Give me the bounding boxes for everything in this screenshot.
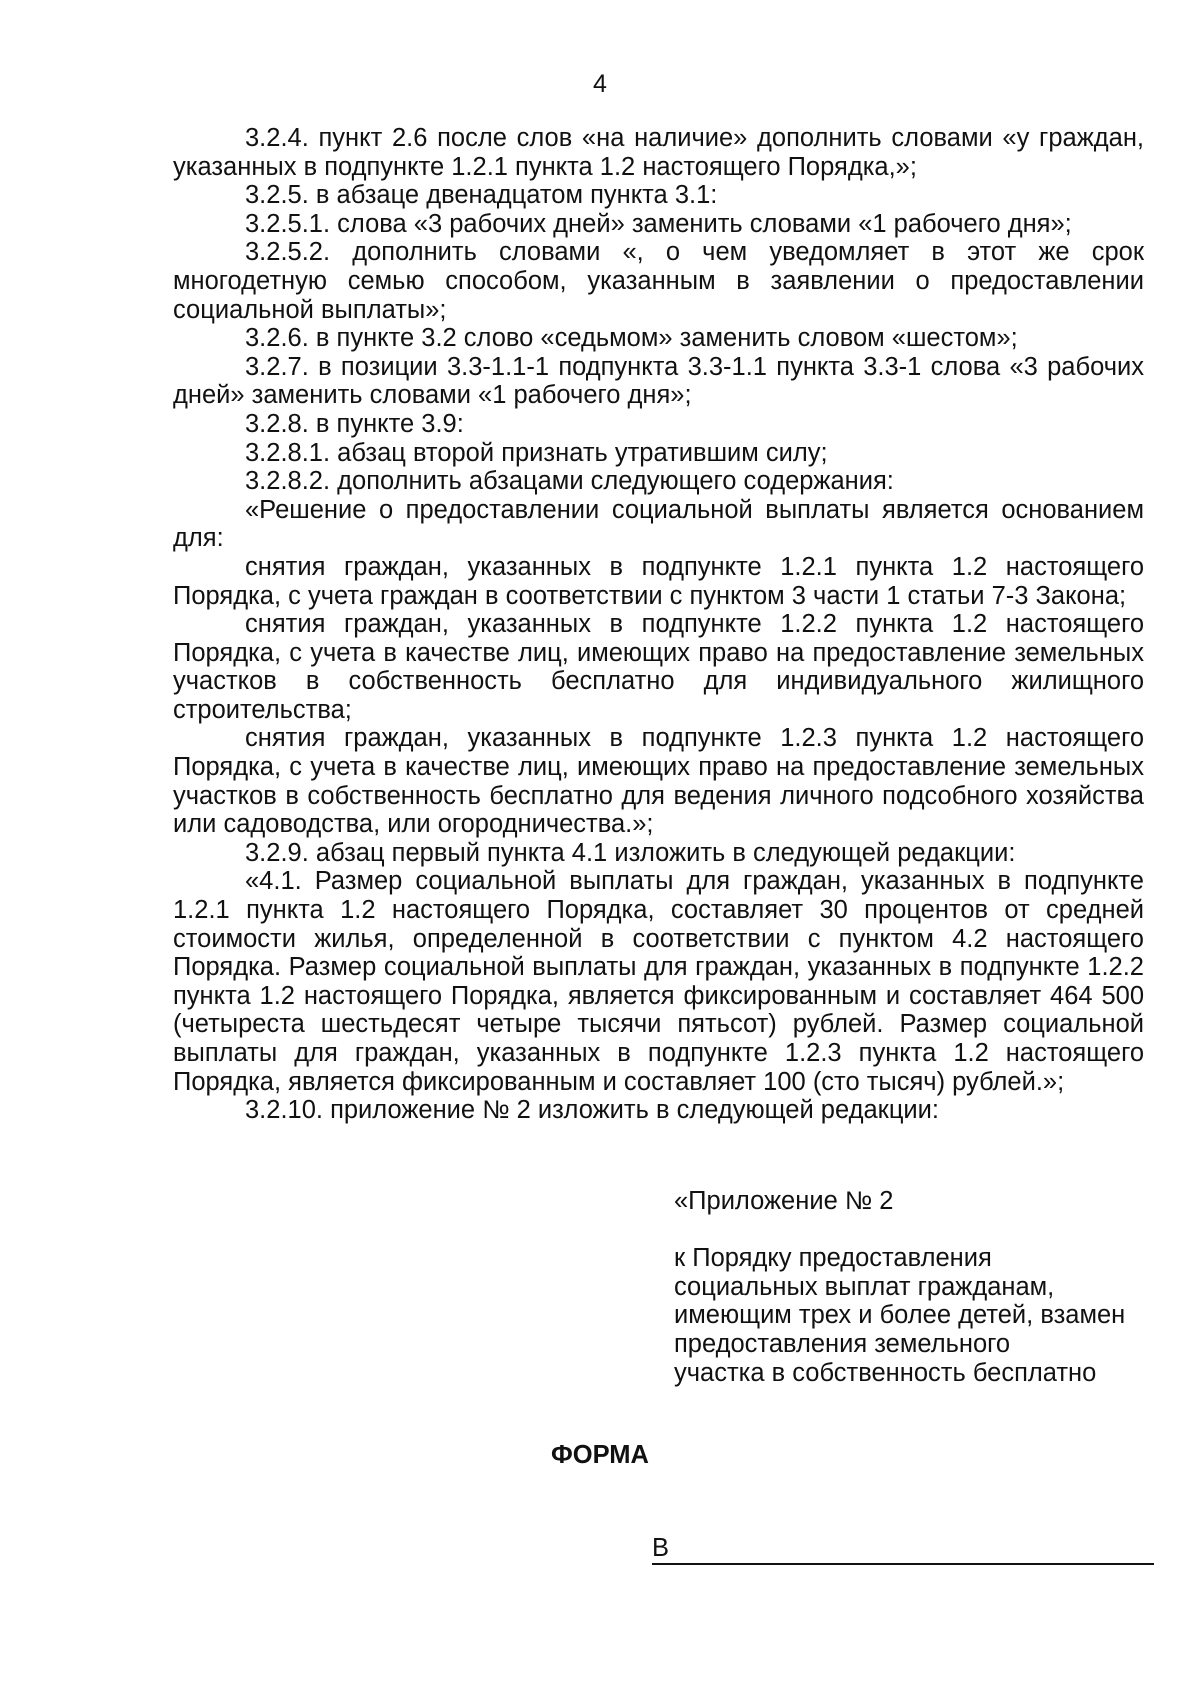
page-number: 4 [593,70,607,98]
paragraph-4-1: «4.1. Размер социальной выплаты для граждан, указанных в подпункте 1.2.1 пункта 1.2 настоящего Порядка, составляет 30 процентов от средней стоимости жилья, определенной в соответствии с пунктом 4.2 настоящего Порядка. Размер социальной выплаты для граждан, указанных в подпункте 1.2.2 пункта 1.2 настоящего Порядка, является фиксированным и составляет 464 500 (четыреста шестьдесят четыре тысячи пятьсот) рублей. Размер социальной выплаты для граждан, указанных в подпункте 1.2.3 пункта 1.2 настоящего Порядка, является фиксированным и составляет 100 (сто тысяч) рублей.»; [173,867,1144,1096]
appendix-line: имеющим трех и более детей, взамен [674,1301,1126,1330]
paragraph-removal-1-2-2: снятия граждан, указанных в подпункте 1.2.2 пункта 1.2 настоящего Порядка, с учета в качестве лиц, имеющих право на предоставление земельных участков в собственность бесплатно для индивидуального жилищного строительства; [173,610,1144,724]
paragraph-3-2-8-1: 3.2.8.1. абзац второй признать утратившим силу; [245,438,828,467]
paragraph-3-2-5-1: 3.2.5.1. слова «3 рабочих дней» заменить словами «1 рабочего дня»; [245,209,1072,238]
appendix-heading [674,1187,1154,1387]
paragraph-3-2-5: 3.2.5. в абзаце двенадцатом пункта 3.1: [245,181,718,210]
paragraph-removal-1-2-3: снятия граждан, указанных в подпункте 1.2.3 пункта 1.2 настоящего Порядка, с учета в качестве лиц, имеющих право на предоставление земельных участков в собственность бесплатно для ведения личного подсобного хозяйства или садоводства, или огородничества.»; [173,724,1144,839]
paragraph-3-2-5-2: 3.2.5.2. дополнить словами «, о чем уведомляет в этот же срок многодетную семью способом, указанным в заявлении о предоставлении социальной выплаты»; [173,238,1144,324]
document-body [173,124,1144,1125]
paragraph-decision: «Решение о предоставлении социальной выплаты является основанием для: [173,495,1144,553]
appendix-gap [674,1216,1154,1245]
paragraph-3-2-8-2: 3.2.8.2. дополнить абзацами следующего содержания: [245,467,894,496]
paragraph-3-2-6: 3.2.6. в пункте 3.2 слово «седьмом» заменить словом «шестом»; [245,324,1018,353]
paragraph-3-2-10: 3.2.10. приложение № 2 изложить в следующей редакции: [245,1096,940,1125]
paragraph-3-2-8: 3.2.8. в пункте 3.9: [245,409,464,438]
appendix-line: социальных выплат гражданам, [674,1272,1055,1301]
addressee-field[interactable] [652,1533,1154,1565]
paragraph-removal-1-2-1: снятия граждан, указанных в подпункте 1.2.1 пункта 1.2 настоящего Порядка, с учета граждан в соответствии с пунктом 3 части 1 статьи 7-3 Закона; [173,552,1144,610]
appendix-line: к Порядку предоставления [674,1244,992,1273]
addressee-prefix: В [652,1534,670,1562]
paragraph-3-2-9: 3.2.9. абзац первый пункта 4.1 изложить в следующей редакции: [245,838,1016,867]
paragraph-3-2-4: 3.2.4. пункт 2.6 после слов «на наличие» дополнить словами «у граждан, указанных в подпункте 1.2.1 пункта 1.2 настоящего Порядка,»; [173,124,1144,181]
appendix-line: предоставления земельного [674,1329,1011,1358]
paragraph-3-2-7: 3.2.7. в позиции 3.3-1.1-1 подпункта 3.3-1.1 пункта 3.3-1 слова «3 рабочих дней» заменить словами «1 рабочего дня»; [173,352,1144,410]
appendix-title: «Приложение № 2 [674,1187,894,1215]
appendix-line: участка в собственность бесплатно [674,1358,1097,1387]
form-title: ФОРМА [551,1441,649,1469]
